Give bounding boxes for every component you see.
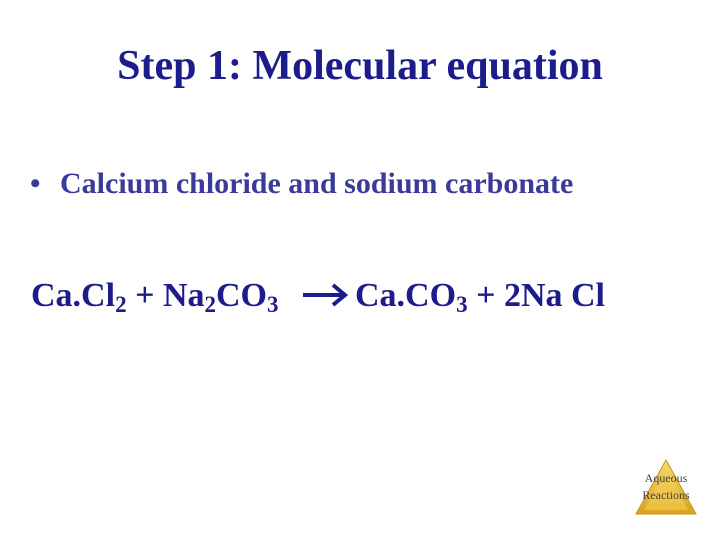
product-calcium-carbonate xyxy=(355,277,468,317)
reactant2-formula-a: Na xyxy=(162,277,205,314)
reactant1-subscript: 2 xyxy=(115,292,127,317)
reactant2-formula-b: CO xyxy=(216,277,267,314)
plus-sign-2: + xyxy=(476,277,496,314)
nav-label-line1: Aqueous xyxy=(644,471,688,485)
chemical-equation xyxy=(31,274,605,318)
reactant1-formula: Ca.Cl xyxy=(31,277,116,314)
bullet-text: Calcium chloride and sodium carbonate xyxy=(60,167,574,200)
reactant-sodium-carbonate xyxy=(162,277,279,317)
slide-title: Step 1: Molecular equation xyxy=(117,43,603,89)
product1-subscript: 3 xyxy=(456,292,468,317)
reactant2-subscript-b: 3 xyxy=(267,292,279,317)
right-arrow-icon xyxy=(301,276,351,302)
bullet-item xyxy=(30,164,573,204)
product-sodium-chloride: 2Na Cl xyxy=(503,277,605,314)
reactant2-subscript-a: 2 xyxy=(204,292,216,317)
nav-label-line2: Reactions xyxy=(642,488,690,502)
reactant-calcium-chloride xyxy=(31,277,127,317)
bullet-symbol: • xyxy=(30,167,41,200)
plus-sign: + xyxy=(135,277,155,314)
aqueous-reactions-nav-button[interactable] xyxy=(634,458,698,516)
product1-formula: Ca.CO xyxy=(355,277,457,314)
